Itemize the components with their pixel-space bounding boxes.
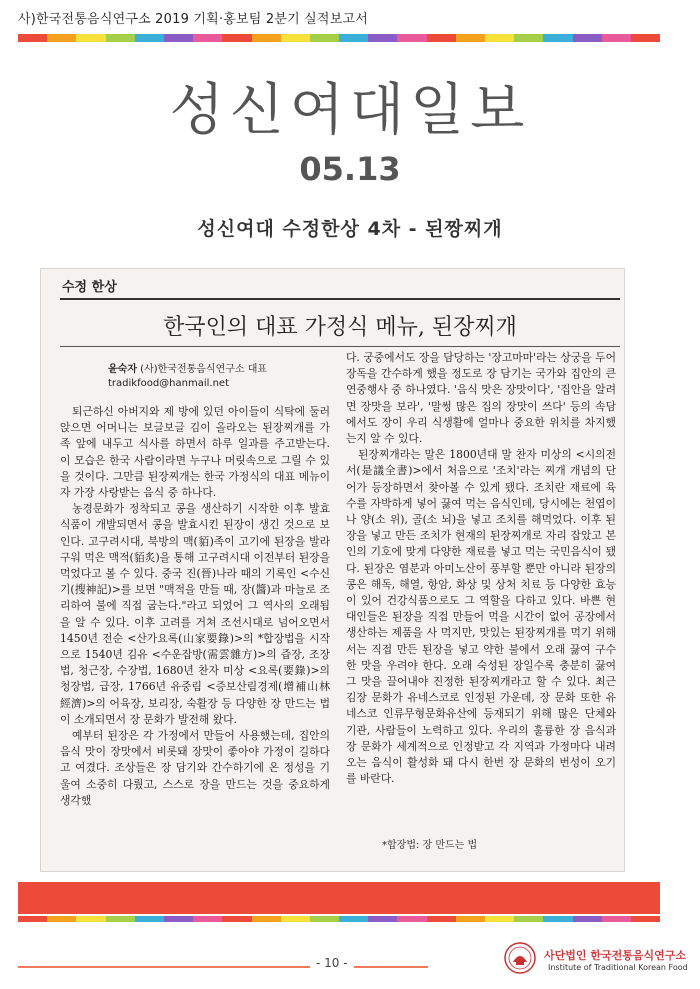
stripe-segment	[47, 916, 76, 922]
stripe-segment	[252, 916, 281, 922]
stripe-segment	[222, 916, 251, 922]
section-divider	[60, 298, 620, 300]
stripe-segment	[514, 34, 543, 42]
stripe-segment	[602, 916, 631, 922]
author-email: tradikfood@hanmail.net	[108, 378, 230, 389]
stripe-segment	[368, 916, 397, 922]
stripe-segment	[456, 34, 485, 42]
stripe-segment	[281, 916, 310, 922]
stripe-segment	[76, 916, 105, 922]
stripe-segment	[222, 34, 251, 42]
masthead-title: 성신여대일보	[169, 78, 531, 143]
top-color-stripe	[18, 34, 660, 42]
stripe-segment	[514, 916, 543, 922]
stripe-segment	[310, 916, 339, 922]
stripe-segment	[573, 916, 602, 922]
stripe-segment	[164, 916, 193, 922]
stripe-segment	[47, 34, 76, 42]
title-divider	[60, 346, 620, 347]
stripe-segment	[18, 34, 47, 42]
stripe-segment	[427, 916, 456, 922]
stripe-segment	[76, 34, 105, 42]
footnote: *합장법: 장 만드는 법	[382, 840, 478, 851]
article-paragraph: 예부터 된장은 각 가정에서 만들어 사용했는데, 집안의 음식 맛이 장맛에서 비롯돼 장맛이 좋아야 가정이 길하다고 여겼다. 조상들은 장 담기와 간수하기에 온 정성을 기울여 소중히 다뤘고, 스스로 장을 만드는 것을 중요하게 생각했	[60, 729, 330, 807]
report-header: 사)한국전통음식연구소 2019 기획·홍보팀 2분기 실적보고서	[18, 12, 368, 27]
page-number: - 10 -	[310, 956, 354, 970]
author-affiliation: (사)한국전통음식연구소 대표	[140, 364, 268, 375]
stripe-segment	[193, 34, 222, 42]
stripe-segment	[135, 916, 164, 922]
stripe-segment	[631, 916, 660, 922]
article-paragraph: 퇴근하신 아버지와 제 방에 있던 아이들이 식탁에 둘러앉으면 어머니는 보글보글 김이 올라오는 된장찌개를 가족 앞에 내두고 식사를 하면서 하루 일과를 주고받는다. 이 모습은 한국 사람이라면 누구나 머릿속으로 그릴 수 있을 것이다. 그만큼 된장찌개는 한국 가정식의 대표 메뉴이자 가장 사랑받는 음식 중 하나다.	[60, 405, 330, 500]
stripe-segment	[135, 34, 164, 42]
stripe-segment	[106, 916, 135, 922]
stripe-segment	[193, 916, 222, 922]
stripe-segment	[368, 34, 397, 42]
stripe-segment	[602, 34, 631, 42]
page-number-rule	[18, 966, 428, 968]
article-paragraph: 다. 궁중에서도 장을 담당하는 '장고마마'라는 상궁을 두어 장독을 간수하게 했을 정도로 장 담기는 국가와 집안의 큰 연중행사 중 하나였다. '음식 맛은 장맛이다', '집안을 알려면 장맛을 보라', '말썽 많은 집의 장맛이 쓰다' 등의 속담에서도 장이 우리 식생활에 얼마나 중요한 위치를 차지했는지 알 수 있다.	[346, 351, 616, 446]
stripe-segment	[543, 34, 572, 42]
stripe-segment	[164, 34, 193, 42]
article-paragraph: 된장찌개라는 말은 1800년대 말 찬자 미상의 <시의전서(是議全書)>에서 처음으로 '조치'라는 찌개 개념의 단어가 등장하면서 찾아볼 수 있게 됐다. 조치란 재료에 육수를 자박하게 넣어 끓여 먹는 음식인데, 당시에는 천엽이나 양(소 위), 골(소 뇌)을 넣고 조치를 해먹었다. 이후 된장을 넣고 만든 조치가 현재의 된장찌개로 자리 잡았고 본인의 기호에 맞게 다양한 재료를 넣고 먹는 국민음식이 됐다. 된장은 염분과 아미노산이 풍부할 뿐만 아니라 된장의 콩은 해독, 해열, 항암, 화상 및 상처 치료 등 다양한 효능이 있어 건강식품으로도 그 역할을 다하고 있다. 바쁜 현대인들은 된장을 직접 만들어 먹을 시간이 없어 공장에서 생산하는 제품을 사 먹지만, 맛있는 된장찌개를 먹기 위해서는 직접 만든 된장을 넣고 약한 불에서 오래 끓여 구수한 맛을 우려야 한다. 오래 숙성된 장일수록 충분히 끓여 그 맛을 끌어내야 진정한 된장찌개라고 할 수 있다. 최근 김장 문화가 유네스코로 인정된 가운데, 장 문화 또한 유네스코 인류무형문화유산에 등재되기 위해 많은 단체와 기관, 사람들이 노력하고 있다. 우리의 훌륭한 장 음식과 장 문화가 세계적으로 인정받고 각 지역과 가정마다 내려오는 음식이 활성화 돼 다시 한번 장 문화의 번성이 오기를 바란다.	[346, 448, 616, 786]
stripe-segment	[339, 916, 368, 922]
stripe-segment	[281, 34, 310, 42]
article-column-right	[346, 350, 616, 787]
section-label: 수정 한상	[62, 280, 117, 295]
author-block	[108, 360, 328, 389]
stripe-segment	[485, 916, 514, 922]
stripe-segment	[18, 916, 47, 922]
footer-red-band	[18, 882, 660, 914]
stripe-segment	[397, 34, 426, 42]
stripe-segment	[543, 916, 572, 922]
stripe-segment	[631, 34, 660, 42]
article-title: 한국인의 대표 가정식 메뉴, 된장찌개	[163, 315, 517, 340]
issue-date: 05.13	[299, 150, 401, 188]
institute-name-korean: 사단법인 한국전통음식연구소	[544, 949, 686, 962]
bottom-color-stripe	[18, 916, 660, 922]
author-name: 윤숙자	[108, 364, 137, 375]
stripe-segment	[573, 34, 602, 42]
stripe-segment	[397, 916, 426, 922]
stripe-segment	[310, 34, 339, 42]
article-paragraph: 농경문화가 정착되고 콩을 생산하기 시작한 이후 발효식품이 개발되면서 콩을 발효시킨 된장이 생긴 것으로 보인다. 고구려시대, 북방의 맥(貊)족이 고기에 된장을 발라 구워 먹은 맥적(貊炙)을 통해 고구려시대 이전부터 된장을 먹었다고 볼 수 있다. 중국 진(晉)나라 때의 기록인 <수신기(搜神記)>를 보면 "맥적을 만들 때, 장(醬)과 마늘로 조리하여 불에 직접 굽는다."라고 되었어 그 역사의 오래됨을 알 수 있다. 이후 고려를 거쳐 조선시대로 넘어오면서 1450년 전순 <산가요록(山家要錄)>의 *합장법을 시작으로 1540년 김유 <수운잡방(需雲雜方)>의 즙장, 조장법, 청근장, 수장법, 1680년 찬자 미상 <요록(要錄)>의 청장법, 급장, 1766년 유중림 <증보산림경제(增補山林經濟)>의 어육장, 보리장, 숙활장 등 다양한 장 만드는 법이 소개되면서 장 문화가 발전해 왔다.	[60, 502, 330, 726]
stripe-segment	[456, 916, 485, 922]
institute-name-english: Institute of Traditional Korean Food	[548, 963, 688, 972]
stripe-segment	[427, 34, 456, 42]
stripe-segment	[252, 34, 281, 42]
page-subtitle: 성신여대 수정한상 4차 - 된짱찌개	[197, 218, 503, 240]
stripe-segment	[106, 34, 135, 42]
article-column-left	[60, 404, 330, 809]
institute-logo-icon	[504, 942, 536, 974]
stripe-segment	[485, 34, 514, 42]
stripe-segment	[339, 34, 368, 42]
